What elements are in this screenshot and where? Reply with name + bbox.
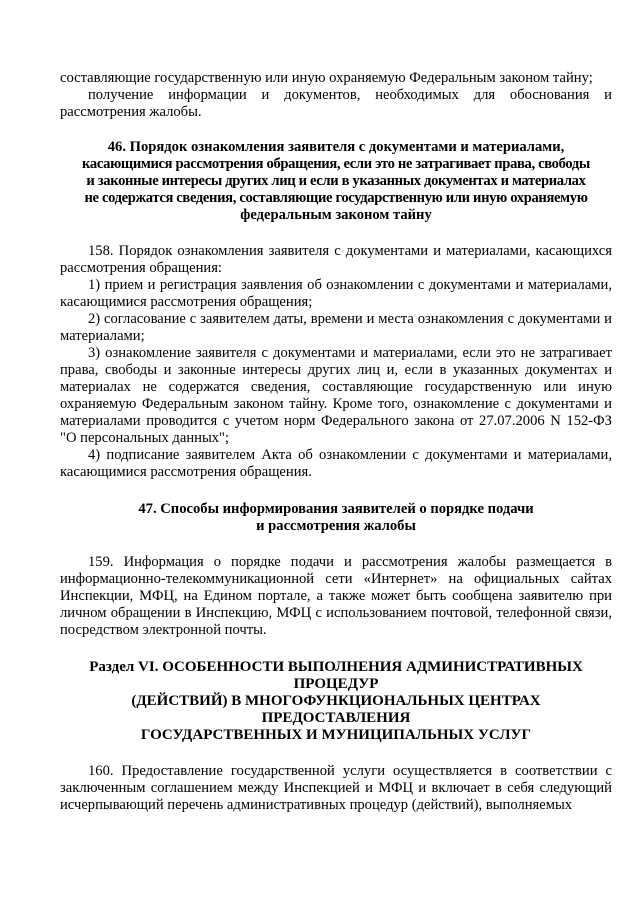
section-6-heading-line-5: ГОСУДАРСТВЕННЫХ И МУНИЦИПАЛЬНЫХ УСЛУГ bbox=[140, 727, 532, 743]
paragraph-158: 158. Порядок ознакомления заявителя с документами и материалами, касающихся рассмотрения обращения: bbox=[60, 243, 612, 276]
section-6-heading-line-3: (ДЕЙСТВИЙ) В МНОГОФУНКЦИОНАЛЬНЫХ ЦЕНТРАХ bbox=[131, 693, 541, 709]
paragraph-160: 160. Предоставление государственной услуги осуществляется в соответствии с заключенным соглашением между Инспекцией и МФЦ и включает в себя следующий исчерпывающий перечень административных процедур (действий), выполняемых bbox=[60, 763, 612, 813]
section-6-heading-line-2: ПРОЦЕДУР bbox=[293, 676, 379, 692]
intro-paragraph: получение информации и документов, необходимых для обоснования и рассмотрения жалобы. bbox=[60, 87, 612, 120]
intro-line: составляющие государственную или иную охраняемую Федеральным законом тайну; bbox=[60, 70, 593, 86]
section-46-heading-line-1: 46. Порядок ознакомления заявителя с документами и материалами, bbox=[107, 139, 565, 155]
section-6-heading bbox=[60, 659, 612, 744]
list-item-158-2: 2) согласование с заявителем даты, времени и места ознакомления с документами и материалами; bbox=[60, 311, 612, 344]
section-6-heading-line-4: ПРЕДОСТАВЛЕНИЯ bbox=[261, 710, 411, 726]
list-item-158-1: 1) прием и регистрация заявления об ознакомлении с документами и материалами, касающимися рассмотрения обращения; bbox=[60, 277, 612, 310]
section-6-heading-line-1: Раздел VI. ОСОБЕННОСТИ ВЫПОЛНЕНИЯ АДМИНИСТРАТИВНЫХ bbox=[89, 659, 583, 675]
section-46-heading-line-5: федеральным законом тайну bbox=[240, 207, 432, 223]
section-46-heading bbox=[60, 139, 612, 224]
list-item-158-3: 3) ознакомление заявителя с документами и материалами, если это не затрагивает права, свободы и законные интересы других лиц и, если в указанных документах и материалах не содержатся сведения, составляющие государственную или иную охраняемую Федеральным законом тайну. Кроме того, ознакомление с документами и материалами проводится с учетом норм Федерального закона от 27.07.2006 N 152-ФЗ "О персональных данных"; bbox=[60, 345, 612, 446]
list-item-158-4: 4) подписание заявителем Акта об ознакомлении с документами и материалами, касающимися рассмотрения обращения. bbox=[60, 447, 612, 480]
section-46-heading-line-3: и законные интересы других лиц и если в указанных документах и материалах bbox=[86, 173, 586, 189]
paragraph-159: 159. Информация о порядке подачи и рассмотрения жалобы размещается в информационно-телекоммуникационной сети «Интернет» на официальных сайтах Инспекции, МФЦ, на Едином портале, а также может быть сообщена заявителю при личном обращении в Инспекцию, МФЦ с использованием почтовой, телефонной связи, посредством электронной почты. bbox=[60, 554, 612, 638]
section-46-heading-line-2: касающимися рассмотрения обращения, если это не затрагивает права, свободы bbox=[82, 156, 590, 172]
section-47-heading bbox=[60, 501, 612, 535]
section-47-heading-line-2: и рассмотрения жалобы bbox=[256, 518, 416, 534]
section-47-heading-line-1: 47. Способы информирования заявителей о порядке подачи bbox=[138, 501, 534, 517]
section-46-heading-line-4: не содержатся сведения, составляющие государственную или иную охраняемую bbox=[84, 190, 588, 206]
